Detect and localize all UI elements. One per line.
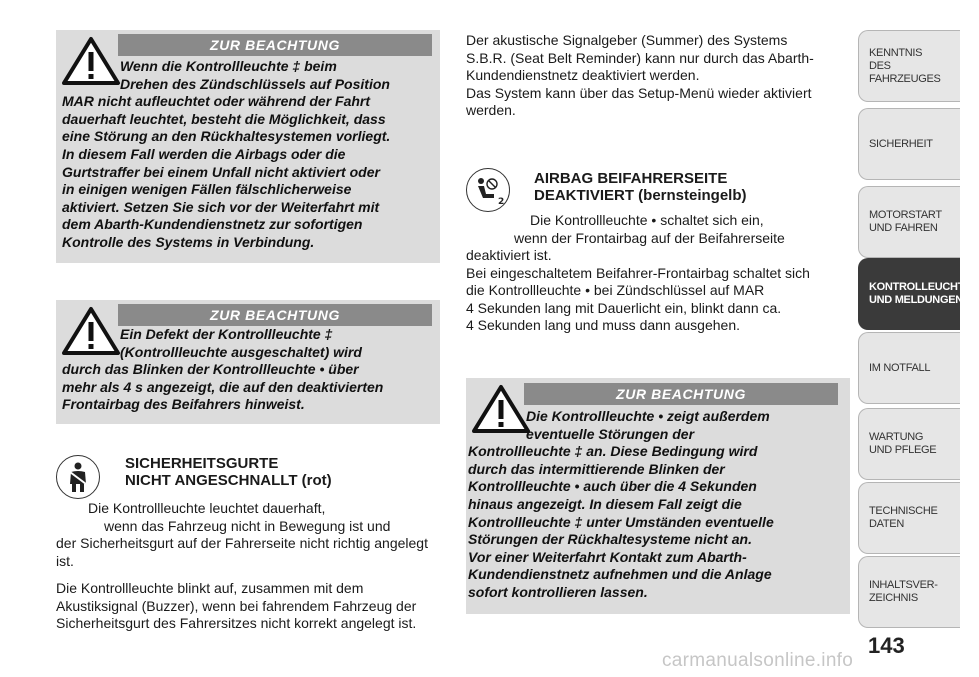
tab-inhaltsverzeichnis[interactable]: INHALTSVER- ZEICHNIS [858,556,960,628]
tab-wartung[interactable]: WARTUNG UND PFLEGE [858,408,960,480]
tab-sicherheit[interactable]: SICHERHEIT [858,108,960,180]
tab-technische-daten[interactable]: TECHNISCHE DATEN [858,482,960,554]
warning-text: Ein Defekt der Kontrollleuchte ‡ (Kontrollleuchte ausgeschaltet) wird durch das Blinken der Kontrollleuchte • über mehr als 4 s angezeigt, die auf den deaktivierten Frontairbag des Beifahrers hinweist. [62,326,384,413]
watermark: carmanualsonline.info [662,650,854,671]
warning-heading: ZUR BEACHTUNG [524,383,838,405]
summer-paragraph: Der akustische Signalgeber (Summer) des Systems S.B.R. (Seat Belt Reminder) kann nur durch das Abarth- Kundendienstnetz deaktiviert werden. Das System kann über das Setup-Menü wieder aktiviert werden. [466,32,814,118]
tab-kontrollleuchten[interactable]: KONTROLLEUCHTEN UND MELDUNGEN [858,258,960,330]
warning-box-1 [56,30,440,263]
warning-box-3 [466,378,850,614]
page-number: 143 [868,633,905,658]
warning-heading: ZUR BEACHTUNG [118,34,432,56]
tab-im-notfall[interactable]: IM NOTFALL [858,332,960,404]
warning-text: Die Kontrollleuchte • zeigt außerdem eventuelle Störungen der Kontrollleuchte ‡ an. Diese Bedingung wird durch das intermittierende Blinken der Kontrollleuchte • auch über die 4 Sekunden hinaus angezeigt. In diesem Fall zeigt die Kontrollleuchte ‡ unter Umständen eventuelle Störungen der Rückhaltesysteme nicht an. Vor einer Weiterfahrt Kontakt zum Abarth- Kundendienstnetz aufnehmen und die Anlage sofort kontrollieren lassen. [468,408,774,600]
seatbelt-paragraph-1: Die Kontrollleuchte leuchtet dauerhaft, wenn das Fahrzeug nicht in Bewegung ist und der Sicherheitsgurt auf der Fahrerseite nicht richtig angelegt ist. [56,500,428,569]
airbag-title: AIRBAG BEIFAHRERSEITE DEAKTIVIERT (bernsteingelb) [534,170,747,204]
tab-motorstart[interactable]: MOTORSTART UND FAHREN [858,186,960,258]
seatbelt-warning-icon [56,455,100,499]
airbag-icon-badge: 2 [498,197,505,207]
tab-kenntnis[interactable]: KENNTNIS DES FAHRZEUGES [858,30,960,102]
airbag-off-icon [466,168,510,212]
warning-box-2 [56,300,440,424]
warning-text: Wenn die Kontrollleuchte ‡ beim Drehen des Zündschlüssels auf Position MAR nicht aufleuchtet oder während der Fahrt dauerhaft leuchtet, besteht die Möglichkeit, dass eine Störung an den Rückhaltesystemen vorliegt. In diesem Fall werden die Airbags oder die Gurtstraffer bei einem Unfall nicht aktiviert oder in einigen wenigen Fällen fälschlicherweise aktiviert. Setzen Sie sich vor der Weiterfahrt mit dem Abarth-Kundendienstnetz zur sofortigen Kontrolle des Systems in Verbindung. [62,58,391,250]
warning-heading: ZUR BEACHTUNG [118,304,432,326]
seatbelt-paragraph-2: Die Kontrollleuchte blinkt auf, zusammen mit dem Akustiksignal (Buzzer), wenn bei fahrendem Fahrzeug der Sicherheitsgurt des Fahrersitzes nicht korrekt angelegt ist. [56,580,417,631]
airbag-paragraph: Die Kontrollleuchte • schaltet sich ein, wenn der Frontairbag auf der Beifahrerseite deaktiviert ist. Bei eingeschaltetem Beifahrer-Frontairbag schaltet sich die Kontrollleuchte • bei Zündschlüssel auf MAR 4 Sekunden lang mit Dauerlicht ein, blinkt dann ca. 4 Sekunden lang und muss dann ausgehen. [466,212,810,333]
seatbelt-title: SICHERHEITSGURTE NICHT ANGESCHNALLT (rot) [125,455,332,489]
